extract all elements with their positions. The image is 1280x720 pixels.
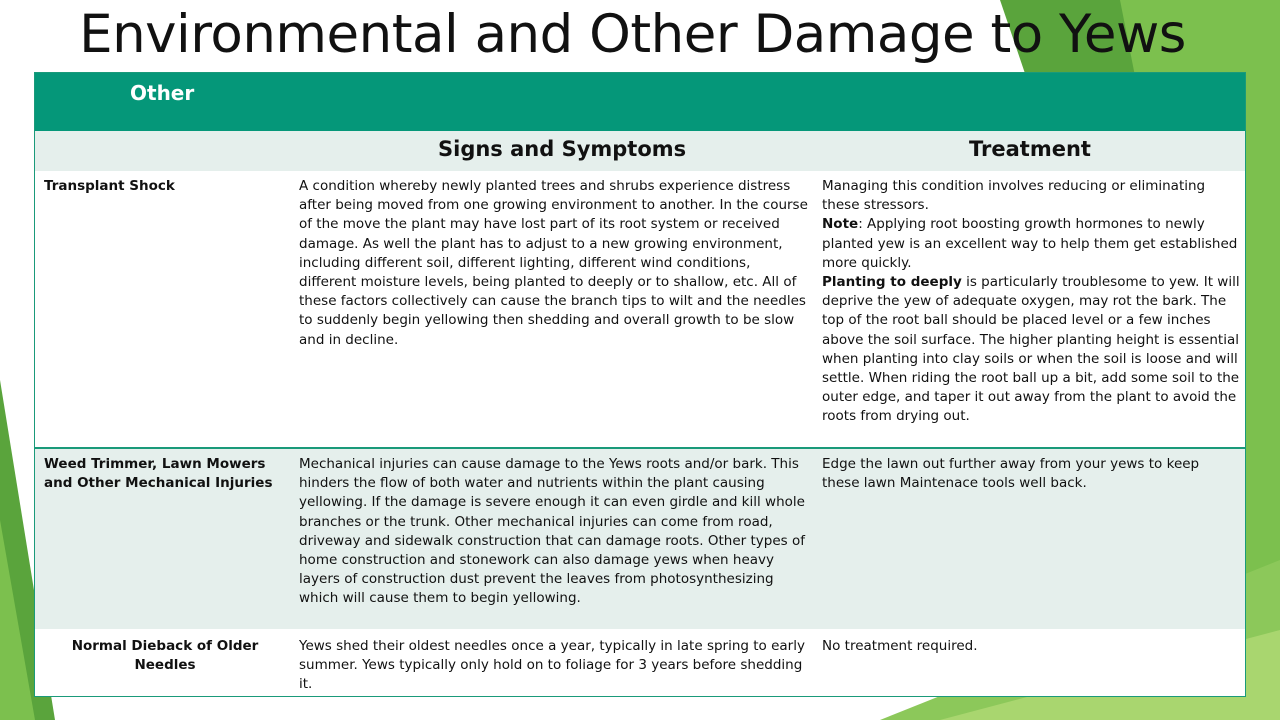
- slide-title: Environmental and Other Damage to Yews: [79, 4, 1186, 65]
- row-name: Weed Trimmer, Lawn Mowers and Other Mechanical Injuries: [44, 456, 273, 492]
- treatment-deep: [822, 273, 1240, 427]
- deep-label: Planting to deeply: [822, 274, 962, 291]
- section-label: Other: [130, 81, 195, 105]
- note-text: : Applying root boosting growth hormones to newly planted yew is an excellent way to help them get established more quickly.: [822, 216, 1238, 271]
- table-row: [35, 449, 1245, 631]
- deep-text: is particularly troublesome to yew. It will deprive the yew of adequate oxygen, may rot the bark. The top of the root ball should be placed level or a few inches above the soil surface. The higher planting height is essential when planting into clay soils or when the soil is loose and will settle. When riding the root ball up a bit, add some soil to the outer edge, and taper it out away from the plant to avoid the roots from drying out.: [822, 274, 1240, 425]
- row-name: Normal Dieback of Older Needles: [71, 638, 259, 674]
- row-name: Transplant Shock: [44, 178, 175, 194]
- table-row: [35, 631, 1245, 696]
- row-treatment: [822, 177, 1240, 427]
- row-treatment: Edge the lawn out further away from your yews to keep these lawn Maintenace tools well back.: [822, 456, 1200, 492]
- section-header: [35, 73, 1245, 131]
- row-treatment: No treatment required.: [822, 638, 978, 654]
- row-signs: Yews shed their oldest needles once a year, typically in late spring to early summer. Yews typically only hold on to foliage for 3 years before shedding it.: [299, 638, 805, 693]
- row-signs: A condition whereby newly planted trees and shrubs experience distress after being moved from one growing environment to another. In the course of the move the plant may have lost part of its root system or received damage. As well the plant has to adjust to a new growing environment, including different soil, different lighting, different wind conditions, different moisture levels, being planted to deeply or to shallow, etc. All of these factors collectively can cause the branch tips to wilt and the needles to suddenly begin yellowing then shedding and overall growth to be slow and in decline.: [299, 178, 808, 348]
- table-row: [35, 171, 1245, 449]
- treatment-note: [822, 215, 1240, 273]
- damage-table: [34, 72, 1246, 697]
- row-signs: Mechanical injuries can cause damage to the Yews roots and/or bark. This hinders the flow of both water and nutrients within the plant causing yellowing. If the damage is severe enough it can even girdle and kill whole branches or the trunk. Other mechanical injuries can come from road, driveway and sidewalk construction that can damage roots. Other types of home construction and stonework can also damage yews when heavy layers of construction dust prevent the leaves from photosynthesizing which will cause them to begin yellowing.: [299, 456, 806, 607]
- header-treatment: Treatment: [969, 137, 1091, 161]
- header-signs: Signs and Symptoms: [438, 137, 687, 161]
- treatment-intro: Managing this condition involves reducing or eliminating these stressors.: [822, 178, 1206, 214]
- note-label: Note: [822, 216, 859, 233]
- column-header-row: [35, 131, 1245, 172]
